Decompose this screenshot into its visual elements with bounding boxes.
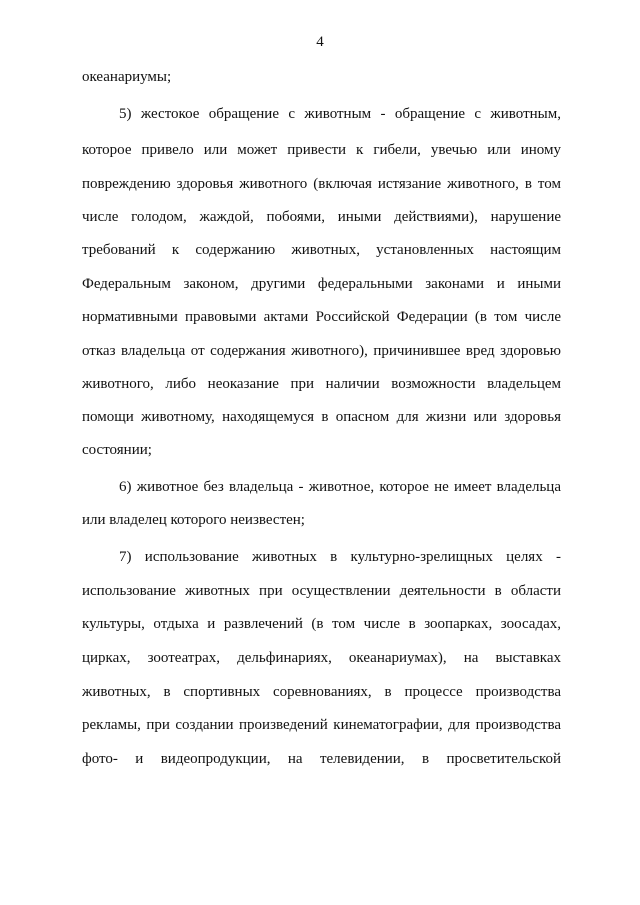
- page-number: 4: [316, 34, 324, 50]
- paragraph-5-line: которое привело или может привести к гибели, увечью или иному: [82, 142, 561, 158]
- paragraph-7-line: культуры, отдыха и развлечений (в том числе в зоопарках, зоосадах,: [82, 616, 561, 632]
- paragraph-7-line: рекламы, при создании произведений кинематографии, для производства: [82, 717, 561, 733]
- paragraph-7-line: фото- и видеопродукции, на телевидении, в просветительской: [82, 751, 561, 767]
- paragraph-6-line: или владелец которого неизвестен;: [82, 512, 305, 528]
- text-line: океанариумы;: [82, 69, 172, 85]
- paragraph-5-line: состоянии;: [82, 442, 152, 458]
- paragraph-6-line: 6) животное без владельца - животное, которое не имеет владельца: [119, 479, 561, 495]
- paragraph-7-line: цирках, зоотеатрах, дельфинариях, океанариумах), на выставках: [82, 650, 561, 666]
- paragraph-7-line: использование животных при осуществлении деятельности в области: [82, 583, 561, 599]
- paragraph-5-line: нормативными правовыми актами Российской Федерации (в том числе: [82, 309, 561, 325]
- paragraph-5-line: животного, либо неоказание при наличии возможности владельцем: [82, 376, 561, 392]
- paragraph-7-line: животных, в спортивных соревнованиях, в процессе производства: [82, 684, 561, 700]
- paragraph-7-line: 7) использование животных в культурно-зрелищных целях -: [119, 549, 561, 565]
- paragraph-5-line: повреждению здоровья животного (включая истязание животного, в том: [82, 176, 561, 192]
- paragraph-5-line: требований к содержанию животных, установленных настоящим: [82, 242, 561, 258]
- paragraph-5-line: помощи животному, находящемуся в опасном для жизни или здоровья: [82, 409, 561, 425]
- paragraph-5-line: числе голодом, жаждой, побоями, иными действиями), нарушение: [82, 209, 561, 225]
- paragraph-5-line: Федеральным законом, другими федеральными законами и иными: [82, 276, 561, 292]
- paragraph-5-line: 5) жестокое обращение с животным - обращение с животным,: [119, 106, 561, 122]
- paragraph-5-line: отказ владельца от содержания животного), причинившее вред здоровью: [82, 343, 561, 359]
